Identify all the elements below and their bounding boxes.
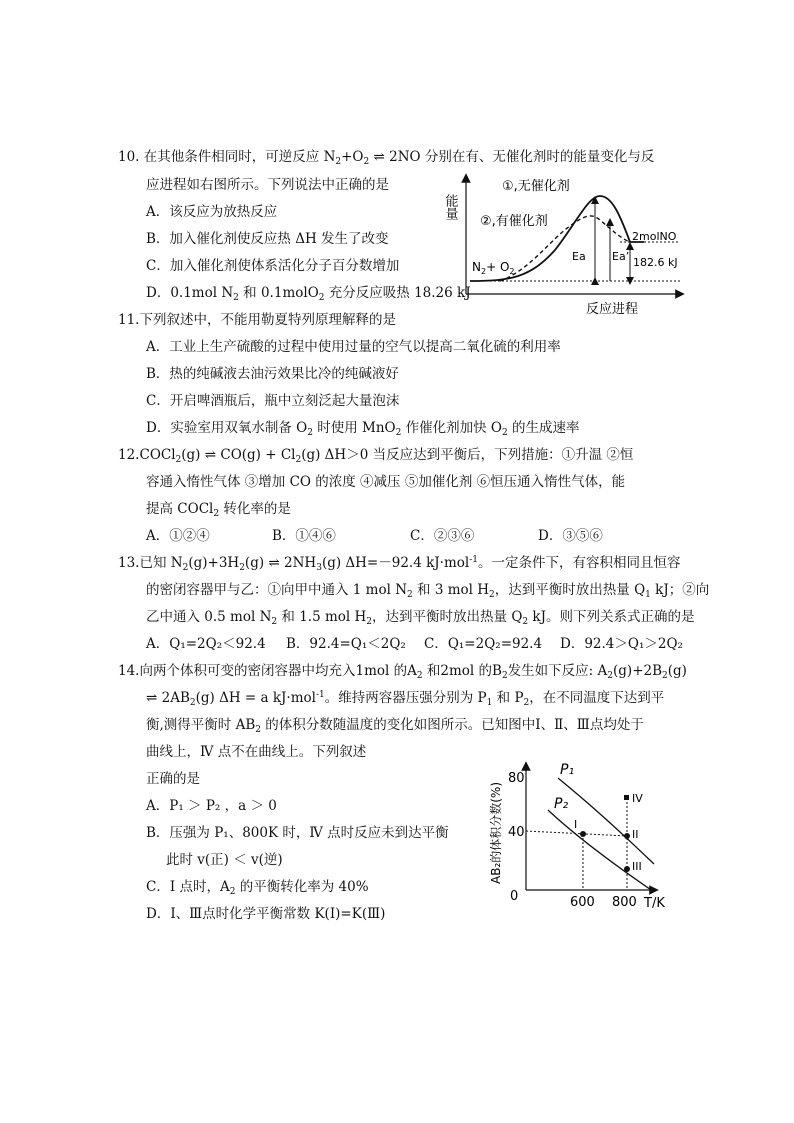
svg-text:IV: IV [632,792,643,805]
curve-p1 [558,778,654,864]
x-tick-800: 800 [612,895,637,910]
point-i [580,831,586,837]
q11-option-d: D．实验室用双氧水制备 $O_2$ 时使用 MnO$_2$ 作催化剂加快 $O_2$ 的生成速率 [146,420,580,438]
q14-option-d: D．Ⅰ、Ⅲ点时化学平衡常数 K(Ⅰ)=K(Ⅲ) [146,906,386,922]
q11-option-a: A．工业上生产硫酸的过程中使用过量的空气以提高二氧化硫的利用率 [146,339,561,355]
q10-option-c: C．加入催化剂使体系活化分子百分数增加 [146,258,400,274]
q12-option-b: B．①④⑥ [272,528,336,544]
point-iii [624,866,630,872]
svg-text:II: II [632,828,639,841]
svg-text:III: III [632,860,642,873]
q12-option-d: D．③⑤⑥ [538,528,603,544]
y-axis-label: AB₂的体积分数(%) [489,781,503,884]
q14-stem-line4: 曲线上，Ⅳ 点不在曲线上。下列叙述 [146,744,367,760]
reactants-label: $N_2+ O_2$ [472,260,515,276]
question-number: 10. [118,149,140,165]
point-iv [624,795,629,800]
y-axis-label: 能量 [442,194,458,220]
q13-stem-line2: 的密闭容器甲与乙：①向甲中通入 1 mol $N_2$ 和 3 mol $H_2$，达到平衡时放出热量 $Q_1$ kJ；②向 [146,582,710,600]
q10-option-a: A．该反应为放热反应 [146,204,278,220]
equilibrium-arrow: ⇌ [369,149,390,165]
q10-stem-line2: 应进程如右图所示。下列说法中正确的是 [146,177,389,193]
q13-stem-line1: 13.已知 $N_2(g)+3H_2(g)$ ⇌ $2NH_3(g)$ ΔH=－92.4 kJ·mol$^{-1}$。一定条件下，有容积相同且恒容 [118,555,681,573]
q11-stem: 11.下列叙述中，不能用勒夏特列原理解释的是 [118,312,396,328]
ea-label: Ea [572,250,586,263]
x-axis-label: T/K [644,896,665,911]
q10-option-d: D．0.1mol $N_2$ 和 0.1molO$_2$ 充分反应吸热 18.26 kJ [146,285,471,303]
q11-option-b: B．热的纯碱液去油污效果比冷的纯碱液好 [146,366,399,382]
product-label: 2molNO [632,230,677,243]
q10-option-b: B．加入催化剂使反应热 ΔH 发生了改变 [146,231,389,247]
q12-stem-line3: 提高 COCl$_2$ 转化率的是 [146,501,291,519]
y-tick-80: 80 [508,771,525,786]
x-axis-label: 反应进程 [586,302,639,317]
q14-stem-line5: 正确的是 [146,771,200,787]
q14-option-b: B．压强为 P₁、800K 时，Ⅳ 点时反应未到达平衡 [146,825,449,841]
y-tick-0: 0 [510,889,519,904]
q13-option-d: D．92.4＞Q₁＞2Q₂ [560,636,683,652]
p2-label: P₂ [554,796,569,812]
curve1-label: ①,无催化剂 [502,179,570,194]
q14-option-b-cont: 此时 v(正) ＜ v(逆) [166,852,283,868]
p1-label: P₁ [560,762,575,778]
q12-option-a: A．①②④ [146,528,210,544]
ab2-fraction-chart [486,752,686,912]
q12-stem-line2: 容通入惰性气体 ③增加 CO 的浓度 ④减压 ⑤加催化剂 ⑥恒压通入惰性气体，能 [146,474,626,490]
q13-option-a: A．Q₁=2Q₂＜92.4 [146,636,266,652]
q14-stem-line3: 衡,测得平衡时 $AB_2$ 的体积分数随温度的变化如图所示。已知图中Ⅰ、Ⅱ、Ⅲ点均处于 [146,717,644,735]
x-tick-600: 600 [570,895,595,910]
q10-stem-line1: 10. 在其他条件相同时，可逆反应 $N_2+O_2$ ⇌ 2NO 分别在有、无催化剂时的能量变化与反 [118,149,655,167]
q12-option-c: C．②③⑥ [410,528,475,544]
q14-option-c: C．I 点时，$A_2$ 的平衡转化率为 40% [146,879,369,897]
q14-option-a: A．P₁ ＞ P₂ ，a ＞ 0 [146,798,277,814]
q13-option-c: C．Q₁=2Q₂=92.4 [424,636,543,652]
q14-stem-line2: ⇌ $2AB_2(g) \Delta H = a$ kJ·mol$^{-1}$。维持两容器压强分别为 $P_1$ 和 $P_2$，在不同温度下达到平 [146,690,665,708]
curve2-label: ②,有催化剂 [480,214,548,229]
energy-diagram [440,170,690,318]
y-tick-40: 40 [508,825,525,840]
curve-p2 [548,810,654,892]
dh-label: 182.6 kJ [633,256,678,269]
q13-option-b: B．92.4=Q₁＜2Q₂ [286,636,406,652]
point-ii [624,833,630,839]
q13-stem-line3: 乙中通入 0.5 mol $N_2$ 和 1.5 mol $H_2$，达到平衡时放出热量 $Q_2$ kJ。则下列关系式正确的是 [146,609,695,627]
ea2-label: Ea’ [612,250,630,263]
svg-text:I: I [574,818,578,831]
q12-stem-line1: 12.COCl$_2$(g) ⇌ $CO(g) + Cl_2(g)$ ΔH＞0 当反应达到平衡后，下列措施：①升温 ②恒 [118,447,634,465]
q14-stem-line1: 14.向两个体积可变的密闭容器中均充入1mol 的$A_2$ 和2mol 的$B_2$发生如下反应: $A_2(g)+2B_2(g)$ [118,663,687,681]
q11-option-c: C．开启啤酒瓶后，瓶中立刻泛起大量泡沫 [146,393,400,409]
